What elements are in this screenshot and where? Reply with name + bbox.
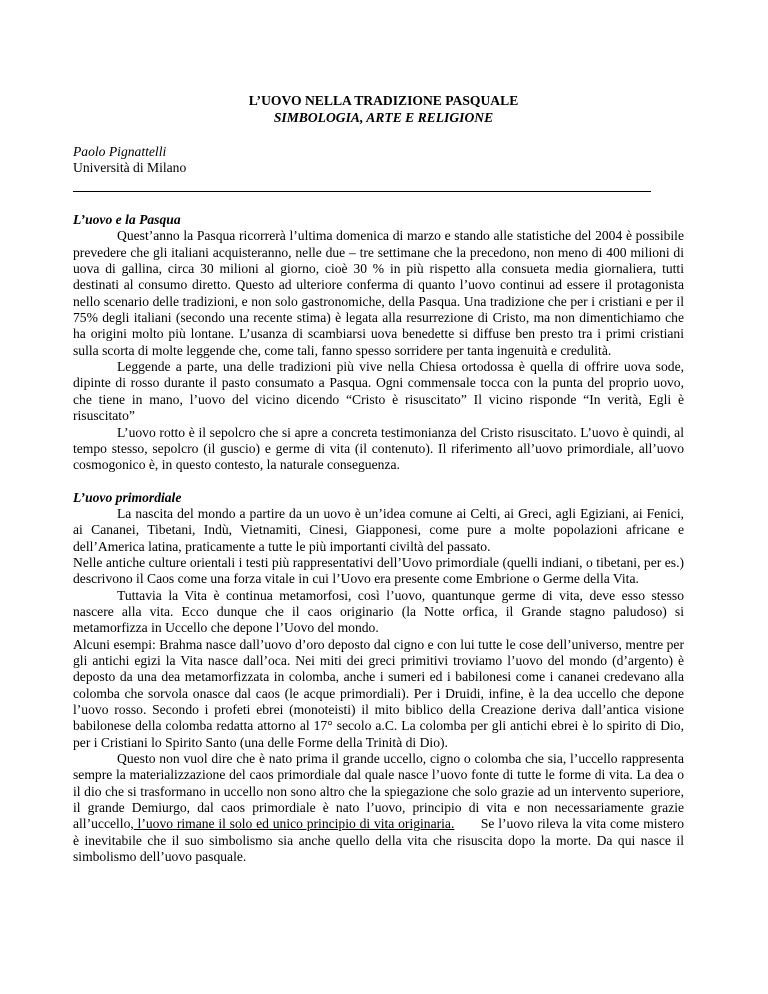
affiliation-line — [73, 160, 684, 196]
section-heading-uovo-pasqua: L’uovo e la Pasqua — [73, 212, 181, 228]
paragraph: L’uovo rotto è il sepolcro che si apre a concreta testimonianza del Cristo risuscitato. L’uovo è quindi, al tempo stesso, sepolcro (il guscio) e germe di vita (il contenuto). Il riferimento all’uovo primordiale, all’uovo cosmogonico è, in questo contesto, la naturale conseguenza. — [73, 424, 684, 473]
document-title: L’UOVO NELLA TRADIZIONE PASQUALE — [248, 93, 519, 108]
document-subtitle: SIMBOLOGIA, ARTE E RELIGIONE — [273, 110, 494, 125]
section-heading-uovo-primordiale: L’uovo primordiale — [73, 489, 182, 505]
paragraph: Leggende a parte, una delle tradizioni più vive nella Chiesa ortodossa è quella di offrire uova sode, dipinte di rosso durante il pasto consumato a Pasqua. Ogni commensale tocca con la punta del proprio uovo, che tiene in mano, l’uovo del vicino dicendo “Cristo è risuscitato” Il vicino risponde “In verità, Egli è risuscitato” — [73, 359, 684, 424]
paragraph: Tuttavia la Vita è continua metamorfosi, così l’uovo, quantunque germe di vita, deve esso stesso nascere alla vita. Ecco dunque che il caos originario (la Notte orfica, il Grande stagno paludoso) si metamorfizza in Uccello che depone l’Uovo del mondo. — [73, 587, 684, 636]
paragraph: Quest’anno la Pasqua ricorrerà l’ultima domenica di marzo e stando alle statistiche del 2004 è possibile prevedere che gli italiani acquisteranno, nelle due – tre settimane che la precedono, non meno di 400 milioni di uova di gallina, circa 30 milioni al giorno, cioè 30 % in più rispetto alla consueta media giornaliera, tutti destinati al consumo diretto. Questo ad ulteriore conferma di quanto l’uovo continui ad essere il protagonista nello scenario delle tradizioni, e non solo gastronomiche, della Pasqua. Una tradizione che per i cristiani e per il 75% degli italiani (secondo una recente stima) è legata alla resurrezione di Cristo, ma non dimentichiamo che ha origini molto più lontane. L’usanza di scambiarsi uova benedette si diffuse ben presto tra i primi cristiani sulla scorta di molte leggende che, come tali, fanno spesso sorridere per tanta ingenuità e credulità. — [73, 228, 684, 358]
paragraph-final — [73, 751, 684, 865]
author-block — [73, 144, 684, 196]
paragraph-text: Questo non vuol dire che è nato prima il grande uccello, cigno o colomba che sia, l’uccello rappresenta sempre la materializzazione del caos primordiale dal quale nasce l’uovo fonte di tutte le forme di vita. La dea o il dio che si trasformano in uccello non sono altro che la spiegazione che solo grazie ad un intervento superiore, il grande Demiurgo, dal caos primordiale è nato l’uovo, principio di vita e non necessariamente grazie all’uccello, — [73, 751, 684, 832]
paragraph-text: Se l’uovo rileva la vita come mistero è inevitabile che il suo simbolismo sia anche quello della vita che risuscita dopo la morte. Da qui nasce il simbolismo dell’uovo pasquale. — [73, 816, 684, 865]
paragraph: Alcuni esempi: Brahma nasce dall’uovo d’oro deposto dal cigno e con lui tutte le cose dell’universo, mentre per gli antichi egizi la Vita nasce dall’oca. Nei miti dei greci primitivi troviamo l’uovo del mondo (d’argento) è deposto da una dea metamorfizzata in colomba, anche i sumeri ed i babilonesi come i cananei credevano alla colomba che sorvola onasce dal caos (le acque primordiali). Per i Druidi, infine, è la dea uccello che depone l’uovo rosso. Secondo i profeti ebrei (monoteisti) il mito biblico della Creazione deriva dall’antica visione babilonese della colomba redatta attorno al 17° secolo a.C. La colomba per gli antichi ebrei è lo spirito di Dio, per i Cristiani lo Spirito Santo (una delle Forme della Trinità di Dio). — [73, 636, 684, 750]
affiliation: Università di Milano — [73, 160, 187, 176]
author-name: Paolo Pignattelli — [73, 144, 167, 159]
affiliation-rule — [73, 177, 651, 192]
paragraph: La nascita del mondo a partire da un uovo è un’idea comune ai Celti, ai Greci, agli Egiziani, ai Fenici, ai Cananei, Tibetani, Indù, Vietnamiti, Cinesi, Giapponesi, come pure a molte popolazioni africane e dell’America latina, praticamente a tutte le più importanti civiltà del passato. — [73, 505, 684, 554]
title-block — [83, 92, 684, 126]
underlined-text: l’uovo rimane il solo ed unico principio di vita originaria. — [133, 816, 455, 832]
paragraph: Nelle antiche culture orientali i testi più rappresentativi dell’Uovo primordiale (quelli indiani, o tibetani, per es.) descrivono il Caos come una forza vitale in cui l’Uovo era presente come Embrione o Germe della Vita. — [73, 554, 684, 587]
